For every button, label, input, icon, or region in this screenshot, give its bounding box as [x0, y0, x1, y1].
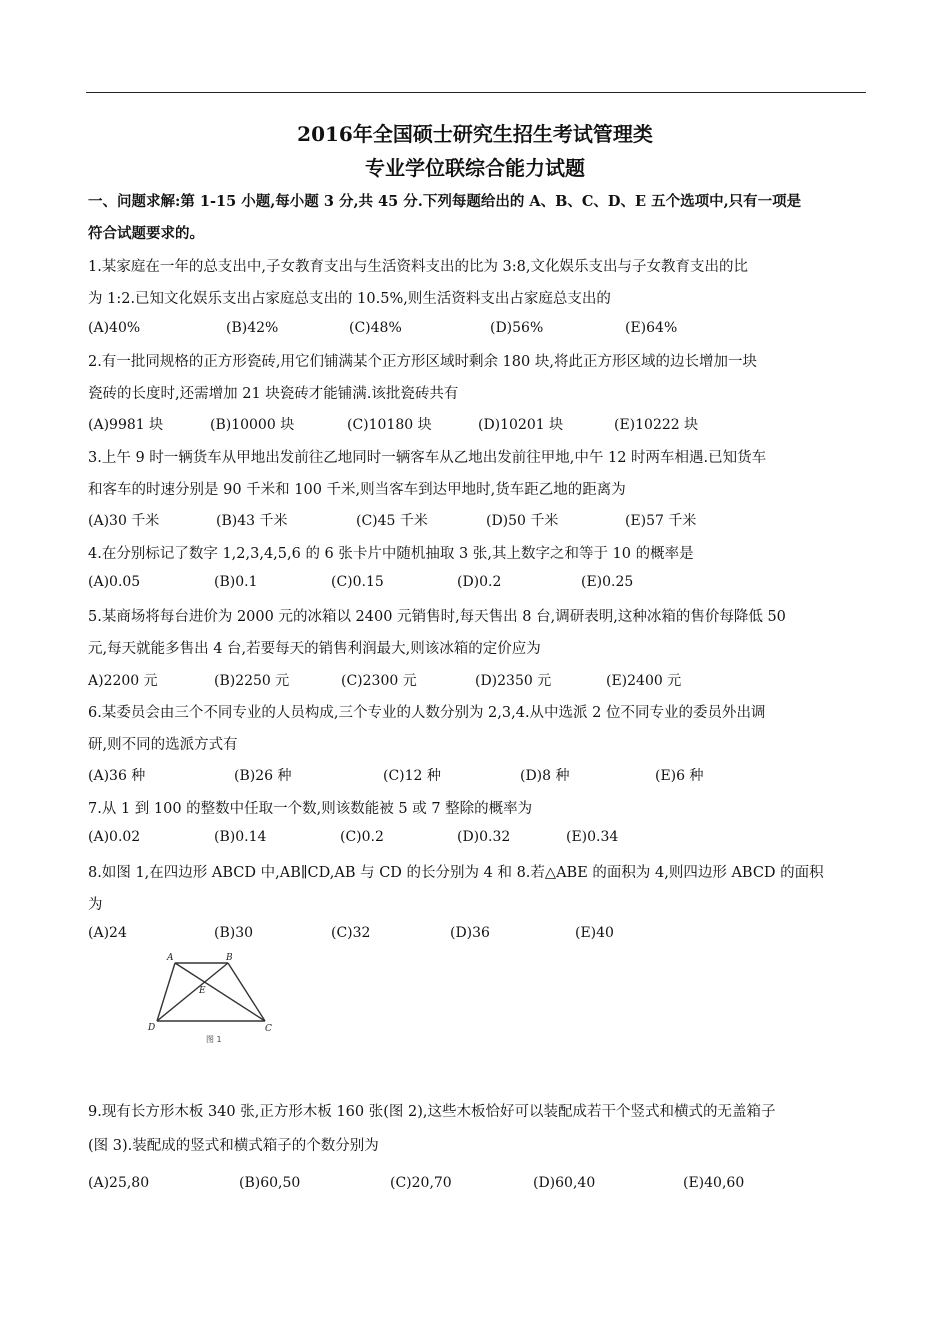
q4-option-d: (D)0.2 [457, 574, 502, 590]
q5-option-c: (C)2300 元 [341, 673, 417, 689]
q5-option-b: (B)2250 元 [214, 673, 290, 689]
q6-option-b: (B)26 种 [234, 768, 292, 784]
q3-option-a: (A)30 千米 [88, 513, 160, 529]
q2-option-c: (C)10180 块 [347, 417, 432, 433]
q3-option-c: (C)45 千米 [356, 513, 428, 529]
question-5-text: 5.某商场将每台进价为 2000 元的冰箱以 2400 元销售时,每天售出 8 台,调研表明,这种冰箱的售价每降低 50 [88, 609, 786, 625]
q6-option-a: (A)36 种 [88, 768, 146, 784]
vertex-label-e: E [199, 986, 206, 996]
q7-option-a: (A)0.02 [88, 829, 141, 845]
section-instruction: 一、问题求解:第 1-15 小题,每小题 3 分,共 45 分.下列每题给出的 A、B、C、D、E 五个选项中,只有一项是 [88, 193, 802, 210]
q8-option-e: (E)40 [575, 925, 614, 941]
q4-option-c: (C)0.15 [331, 574, 384, 590]
q9-option-e: (E)40,60 [683, 1175, 745, 1191]
q4-option-b: (B)0.1 [214, 574, 258, 590]
vertex-label-d: D [148, 1023, 156, 1033]
figure-1-caption: 图 1 [206, 1035, 222, 1044]
question-1-text: 1.某家庭在一年的总支出中,子女教育支出与生活资料支出的比为 3:8,文化娱乐支出与子女教育支出的比 [88, 259, 748, 275]
figure-1-trapezoid [140, 950, 290, 1050]
q1-option-e: (E)64% [625, 320, 678, 336]
question-7-text: 7.从 1 到 100 的整数中任取一个数,则该数能被 5 或 7 整除的概率为 [88, 801, 533, 817]
page-subtitle: 专业学位联综合能力试题 [365, 156, 585, 180]
q5-option-d: (D)2350 元 [475, 673, 552, 689]
diagonal-ac [175, 963, 265, 1021]
q8-option-d: (D)36 [450, 925, 490, 941]
vertex-label-c: C [265, 1024, 272, 1034]
q3-option-b: (B)43 千米 [216, 513, 288, 529]
q4-option-e: (E)0.25 [581, 574, 634, 590]
q8-option-c: (C)32 [331, 925, 371, 941]
question-2-text-cont: 瓷砖的长度时,还需增加 21 块瓷砖才能铺满.该批瓷砖共有 [88, 386, 459, 402]
question-9-text-cont: (图 3).装配成的竖式和横式箱子的个数分别为 [88, 1138, 379, 1154]
top-rule [86, 92, 866, 93]
question-6-text: 6.某委员会由三个不同专业的人员构成,三个专业的人数分别为 2,3,4.从中选派 2 位不同专业的委员外出调 [88, 705, 766, 721]
q2-option-e: (E)10222 块 [614, 417, 699, 433]
q8-option-b: (B)30 [214, 925, 254, 941]
section-instruction-cont: 符合试题要求的。 [88, 225, 204, 242]
vertex-label-a: A [167, 953, 174, 963]
question-1-text-cont: 为 1:2.已知文化娱乐支出占家庭总支出的 10.5%,则生活资料支出占家庭总支出的 [88, 291, 611, 307]
q2-option-d: (D)10201 块 [478, 417, 564, 433]
q9-option-b: (B)60,50 [239, 1175, 301, 1191]
q7-option-c: (C)0.2 [340, 829, 384, 845]
q7-option-d: (D)0.32 [457, 829, 511, 845]
page-title: 2016年全国硕士研究生招生考试管理类 [297, 122, 653, 146]
q6-option-c: (C)12 种 [383, 768, 441, 784]
q1-option-d: (D)56% [490, 320, 544, 336]
diagonal-bd [157, 963, 228, 1021]
q6-option-e: (E)6 种 [655, 768, 704, 784]
q2-option-a: (A)9981 块 [88, 417, 164, 433]
q5-option-a: A)2200 元 [88, 673, 158, 689]
q3-option-d: (D)50 千米 [486, 513, 559, 529]
question-9-text: 9.现有长方形木板 340 张,正方形木板 160 张(图 2),这些木板恰好可以装配成若干个竖式和横式的无盖箱子 [88, 1104, 776, 1120]
side-bc [228, 963, 265, 1021]
q9-option-a: (A)25,80 [88, 1175, 150, 1191]
q2-option-b: (B)10000 块 [210, 417, 295, 433]
question-6-text-cont: 研,则不同的选派方式有 [88, 737, 238, 753]
q1-option-c: (C)48% [349, 320, 402, 336]
q9-option-d: (D)60,40 [533, 1175, 596, 1191]
question-8-text: 8.如图 1,在四边形 ABCD 中,AB∥CD,AB 与 CD 的长分别为 4 和 8.若△ABE 的面积为 4,则四边形 ABCD 的面积 [88, 865, 824, 881]
q1-option-a: (A)40% [88, 320, 141, 336]
question-3-text: 3.上午 9 时一辆货车从甲地出发前往乙地同时一辆客车从乙地出发前往甲地,中午 12 时两车相遇.已知货车 [88, 450, 767, 466]
q6-option-d: (D)8 种 [520, 768, 570, 784]
question-5-text-cont: 元,每天就能多售出 4 台,若要每天的销售利润最大,则该冰箱的定价应为 [88, 641, 541, 657]
side-da [157, 963, 175, 1021]
question-2-text: 2.有一批同规格的正方形瓷砖,用它们铺满某个正方形区域时剩余 180 块,将此正方形区域的边长增加一块 [88, 354, 757, 370]
q1-option-b: (B)42% [226, 320, 279, 336]
q9-option-c: (C)20,70 [390, 1175, 452, 1191]
vertex-label-b: B [226, 953, 233, 963]
question-3-text-cont: 和客车的时速分别是 90 千米和 100 千米,则当客车到达甲地时,货车距乙地的距离为 [88, 482, 626, 498]
question-4-text: 4.在分别标记了数字 1,2,3,4,5,6 的 6 张卡片中随机抽取 3 张,其上数字之和等于 10 的概率是 [88, 546, 694, 562]
q5-option-e: (E)2400 元 [606, 673, 682, 689]
q3-option-e: (E)57 千米 [625, 513, 697, 529]
question-8-text-cont: 为 [88, 897, 103, 913]
q8-option-a: (A)24 [88, 925, 127, 941]
q7-option-b: (B)0.14 [214, 829, 267, 845]
q4-option-a: (A)0.05 [88, 574, 141, 590]
q7-option-e: (E)0.34 [566, 829, 619, 845]
